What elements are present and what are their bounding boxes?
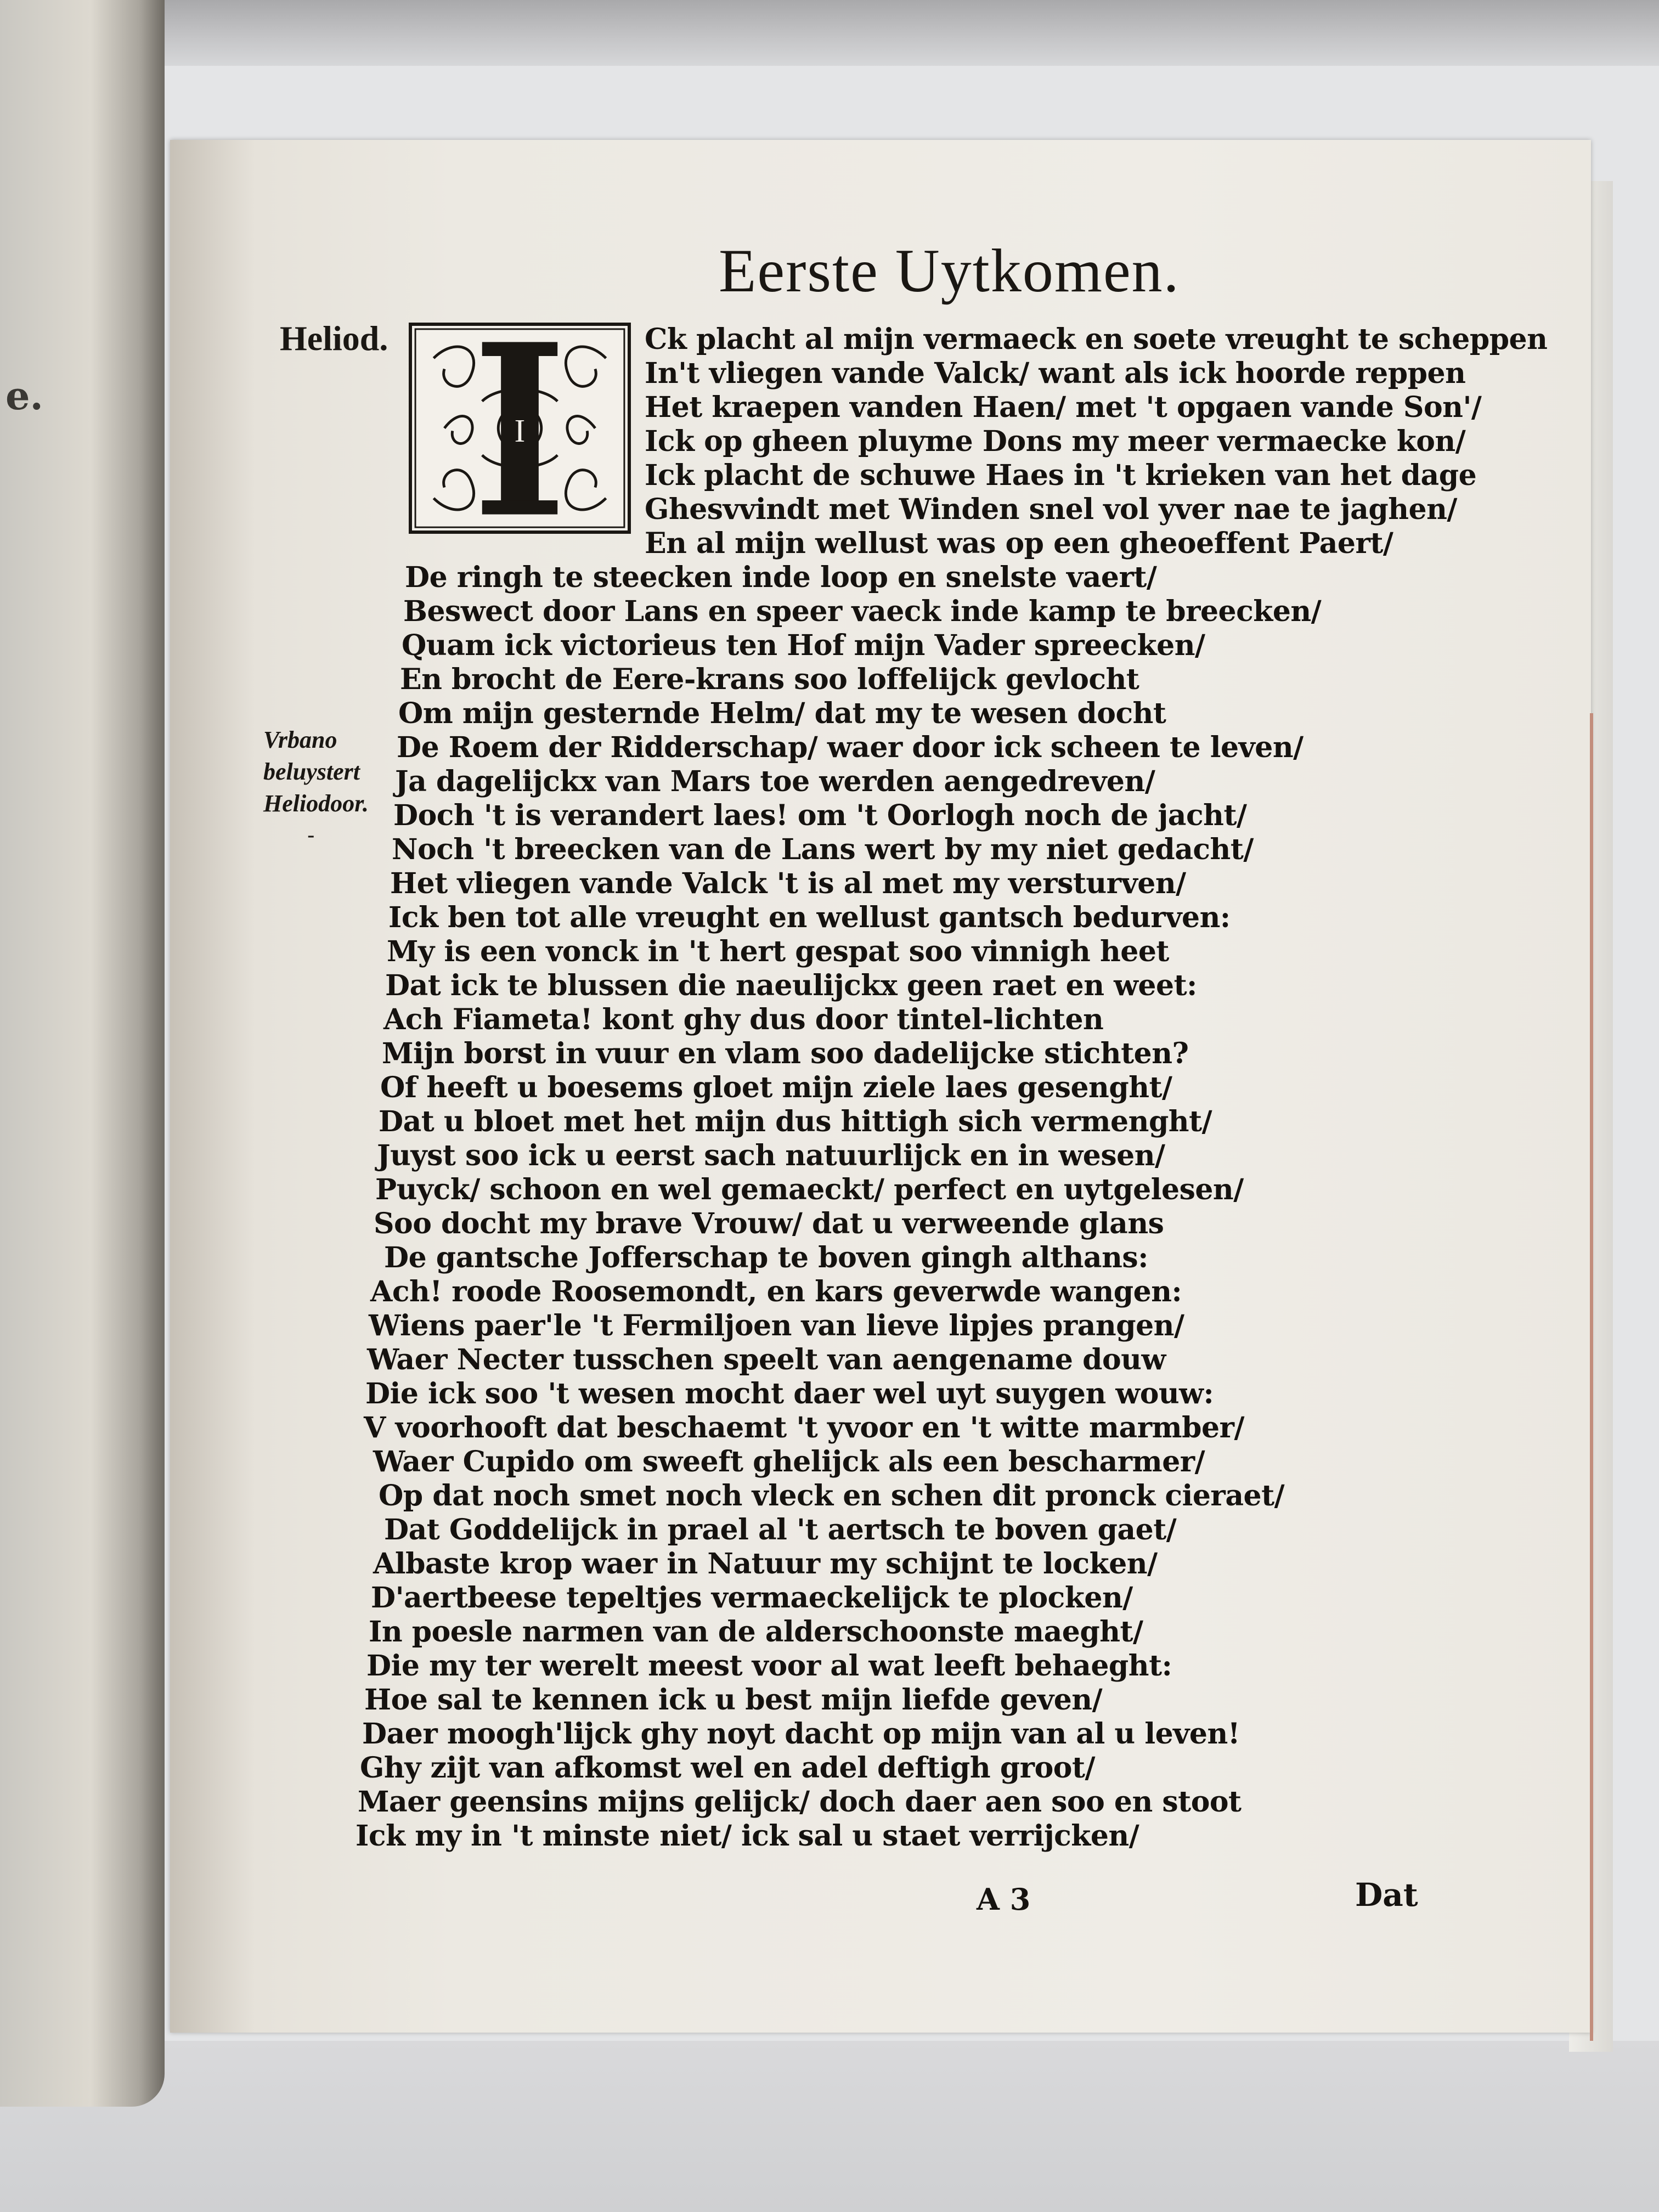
verse-line-34: Waer Cupido om sweeft ghelijck als een bescharmer/ (373, 1445, 1205, 1479)
page-signature: A 3 (977, 1882, 1031, 1917)
verse-line-41: Hoe sal te kennen ick u best mijn liefde geven/ (364, 1683, 1103, 1717)
page-red-edge (1590, 713, 1593, 2041)
margin-note: Vrbano beluystert Heliodoor. (263, 726, 369, 817)
catchword: Dat (1355, 1876, 1418, 1914)
verse-line-31: Waer Necter tusschen speelt van aengename douw (367, 1343, 1166, 1376)
left-page-fragment: e. (5, 373, 43, 419)
verse-line-9: Beswect door Lans en speer vaeck inde kamp te breecken/ (403, 595, 1322, 628)
verse-line-8: De ringh te steecken inde loop en snelste vaert/ (405, 561, 1157, 594)
verse-line-26: Puyck/ schoon en wel gemaeckt/ perfect en uytgelesen/ (375, 1173, 1244, 1206)
verse-line-42: Daer moogh'lijck ghy noyt dacht op mijn van al u leven! (362, 1717, 1240, 1751)
verse-line-22: Mijn borst in vuur en vlam soo dadelijcke stichten? (382, 1037, 1189, 1070)
verse-line-5: Ick placht de schuwe Haes in 't krieken van het dage (645, 459, 1477, 492)
verse-line-14: Ja dagelijckx van Mars toe werden aengedreven/ (395, 765, 1155, 798)
verse-line-32: Die ick soo 't wesen mocht daer wel uyt suygen wouw: (365, 1377, 1214, 1410)
verse-line-24: Dat u bloet met het mijn dus hittigh sich vermenght/ (379, 1105, 1212, 1138)
verse-line-3: Het kraepen vanden Haen/ met 't opgaen vande Son'/ (645, 391, 1482, 424)
verse-line-19: My is een vonck in 't hert gespat soo vinnigh heet (387, 935, 1169, 968)
verse-line-28: De gantsche Jofferschap te boven gingh althans: (384, 1241, 1148, 1274)
verse-line-4: Ick op gheen pluyme Dons my meer vermaecke kon/ (645, 425, 1466, 458)
verse-line-18: Ick ben tot alle vreught en wellust gantsch bedurven: (388, 901, 1231, 934)
verse-line-37: Albaste krop waer in Natuur my schijnt te locken/ (373, 1547, 1158, 1581)
verse-line-15: Doch 't is verandert laes! om 't Oorlogh noch de jacht/ (393, 799, 1247, 832)
verse-line-27: Soo docht my brave Vrouw/ dat u verweende glans (374, 1207, 1164, 1240)
initial-letter: I (514, 413, 526, 449)
verse-line-40: Die my ter werelt meest voor al wat leeft behaeght: (366, 1649, 1172, 1683)
verse-line-35: Op dat noch smet noch vleck en schen dit pronck cieraet/ (379, 1479, 1285, 1513)
verse-line-39: In poesle narmen van de alderschoonste maeght/ (369, 1615, 1143, 1649)
verse-line-13: De Roem der Ridderschap/ waer door ick scheen te leven/ (397, 731, 1304, 764)
background-cloth (0, 0, 1659, 66)
verse-line-21: Ach Fiameta! kont ghy dus door tintel-lichten (383, 1003, 1104, 1036)
verse-line-2: In't vliegen vande Valck/ want als ick hoorde reppen (645, 357, 1466, 390)
background-table (0, 2041, 1659, 2212)
verse-line-6: Ghesvvindt met Winden snel vol yver nae te jaghen/ (645, 493, 1457, 526)
speaker-label: Heliod. (280, 319, 388, 358)
verse-line-33: V voorhooft dat beschaemt 't yvoor en 't witte marmber/ (364, 1411, 1244, 1444)
verse-line-11: En brocht de Eere-krans soo loffelijck gevlocht (400, 663, 1139, 696)
verse-line-30: Wiens paer'le 't Fermiljoen van lieve lipjes prangen/ (369, 1309, 1184, 1342)
verse-line-45: Ick my in 't minste niet/ ick sal u staet verrijcken/ (356, 1819, 1139, 1853)
verse-line-36: Dat Goddelijck in prael al 't aertsch te boven gaet/ (384, 1513, 1177, 1547)
verse-line-12: Om mijn gesternde Helm/ dat my te wesen docht (398, 697, 1166, 730)
verse-line-20: Dat ick te blussen die naeulijckx geen raet en weet: (385, 969, 1197, 1002)
verse-line-17: Het vliegen vande Valck 't is al met my versturven/ (390, 867, 1186, 900)
left-page (0, 0, 165, 2107)
verse-line-10: Quam ick victorieus ten Hof mijn Vader spreecken/ (402, 629, 1205, 662)
verse-line-38: D'aertbeese tepeltjes vermaeckelijck te plocken/ (371, 1581, 1133, 1615)
verse-line-23: Of heeft u boesems gloet mijn ziele laes gesenght/ (380, 1071, 1172, 1104)
verse-line-1: Ck placht al mijn vermaeck en soete vreught te scheppen (645, 323, 1548, 356)
verse-line-7: En al mijn wellust was op een gheoeffent Paert/ (645, 527, 1393, 560)
verse-line-29: Ach! roode Roosemondt, en kars geverwde wangen: (370, 1275, 1182, 1308)
margin-note-dash: - (307, 823, 315, 848)
verse-line-16: Noch 't breecken van de Lans wert by my niet gedacht/ (392, 833, 1254, 866)
verse-line-25: Juyst soo ick u eerst sach natuurlijck en in wesen/ (377, 1139, 1165, 1172)
verse-line-44: Maer geensins mijns gelijck/ doch daer aen soo en stoot (358, 1785, 1242, 1819)
page-heading: Eerste Uytkomen. (719, 237, 1180, 305)
verse-line-43: Ghy zijt van afkomst wel en adel deftigh groot/ (360, 1751, 1095, 1785)
decorated-initial (409, 323, 631, 534)
decorated-initial-ornament-icon (412, 326, 628, 531)
